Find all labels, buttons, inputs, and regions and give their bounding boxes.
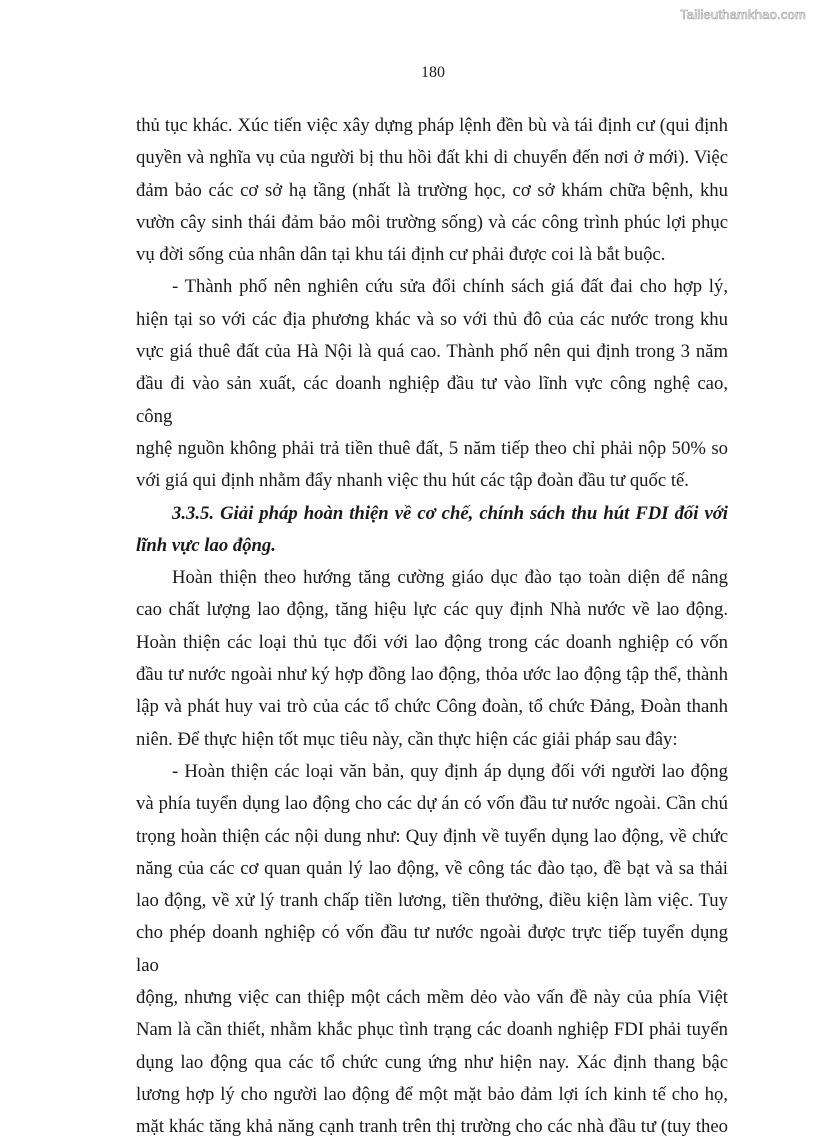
text-line: hiện tại so với các địa phương khác và so với thủ đô của các nước trong khu (136, 308, 728, 330)
text-line: lương hợp lý cho người lao động để một mặt bảo đảm lợi ích kinh tế cho họ, (136, 1083, 728, 1105)
text-line: vực giá thuê đất của Hà Nội là quá cao. Thành phố nên qui định trong 3 năm (136, 341, 728, 363)
paragraph-labor-regulations (136, 756, 728, 1144)
text-line: lao động, về xử lý tranh chấp tiền lương, tiền thưởng, điều kiện làm việc. Tuy (136, 890, 728, 912)
heading-line: lĩnh vực lao động. (136, 534, 276, 556)
text-line: cao chất lượng lao động, tăng hiệu lực các quy định Nhà nước về lao động. (136, 599, 728, 621)
paragraph-labor-intro (136, 562, 728, 756)
text-line: nghệ nguồn không phải trả tiền thuê đất, 5 năm tiếp theo chỉ phải nộp 50% so (136, 437, 728, 459)
text-line: năng của các cơ quan quản lý lao động, về công tác đào tạo, đề bạt và sa thải (136, 857, 728, 879)
text-line: vườn cây sinh thái đảm bảo môi trường sống) và các công trình phúc lợi phục (136, 211, 728, 233)
text-line: Nam là cần thiết, nhằm khắc phục tình trạng các doanh nghiệp FDI phải tuyển (136, 1019, 728, 1041)
paragraph-continuation (136, 110, 728, 271)
text-line: thủ tục khác. Xúc tiến việc xây dựng pháp lệnh đền bù và tái định cư (qui định (136, 115, 728, 136)
text-line: vụ đời sống của nhân dân tại khu tái định cư phải được coi là bắt buộc. (136, 244, 666, 266)
watermark: Tailieuthamkhao.com (680, 7, 806, 22)
text-line: quyền và nghĩa vụ của người bị thu hồi đất khi di chuyển đến nơi ở mới). Việc (136, 147, 728, 169)
text-line: đầu đi vào sản xuất, các doanh nghiệp đầu tư vào lĩnh vực công nghệ cao, công (136, 373, 728, 427)
text-line: trọng hoàn thiện các nội dung như: Quy định về tuyển dụng lao động, về chức (136, 825, 728, 847)
page-number: 180 (421, 64, 445, 81)
text-line: niên. Để thực hiện tốt mục tiêu này, cần thực hiện các giải pháp sau đây: (136, 728, 678, 750)
text-line: và phía tuyển dụng lao động cho các dự án có vốn đầu tư nước ngoài. Cần chú (136, 793, 728, 815)
text-line: đảm bảo các cơ sở hạ tầng (nhất là trường học, cơ sở khám chữa bệnh, khu (136, 179, 728, 201)
text-line: Hoàn thiện theo hướng tăng cường giáo dục đào tạo toàn diện để nâng (172, 567, 728, 589)
heading-line: 3.3.5. Giải pháp hoàn thiện về cơ chế, chính sách thu hút FDI đối với (172, 502, 728, 524)
text-line: với giá qui định nhằm đẩy nhanh việc thu hút các tập đoàn đầu tư quốc tế. (136, 470, 689, 492)
text-line: Hoàn thiện các loại thủ tục đối với lao động trong các doanh nghiệp có vốn (136, 631, 728, 653)
section-heading (136, 498, 728, 563)
text-line: lập và phát huy vai trò của các tổ chức Công đoàn, tổ chức Đảng, Đoàn thanh (136, 696, 728, 718)
text-line: dụng lao động qua các tổ chức cung ứng như hiện nay. Xác định thang bậc (136, 1051, 728, 1073)
text-line: - Hoàn thiện các loại văn bản, quy định áp dụng đối với người lao động (172, 760, 728, 782)
text-line: đầu tư nước ngoài như ký hợp đồng lao động, thỏa ước lao động tập thể, thành (136, 664, 728, 686)
text-line: mặt khác tăng khả năng cạnh tranh trên thị trường cho các nhà đầu tư (tuy theo (136, 1116, 728, 1138)
page-body (136, 110, 728, 1144)
text-line: cho phép doanh nghiệp có vốn đầu tư nước ngoài được trực tiếp tuyển dụng lao (136, 922, 728, 976)
text-line: động, nhưng việc can thiệp một cách mềm dẻo vào vấn đề này của phía Việt (136, 987, 728, 1009)
paragraph-land-price (136, 271, 728, 497)
text-line: - Thành phố nên nghiên cứu sửa đổi chính sách giá đất đai cho hợp lý, (172, 276, 728, 298)
